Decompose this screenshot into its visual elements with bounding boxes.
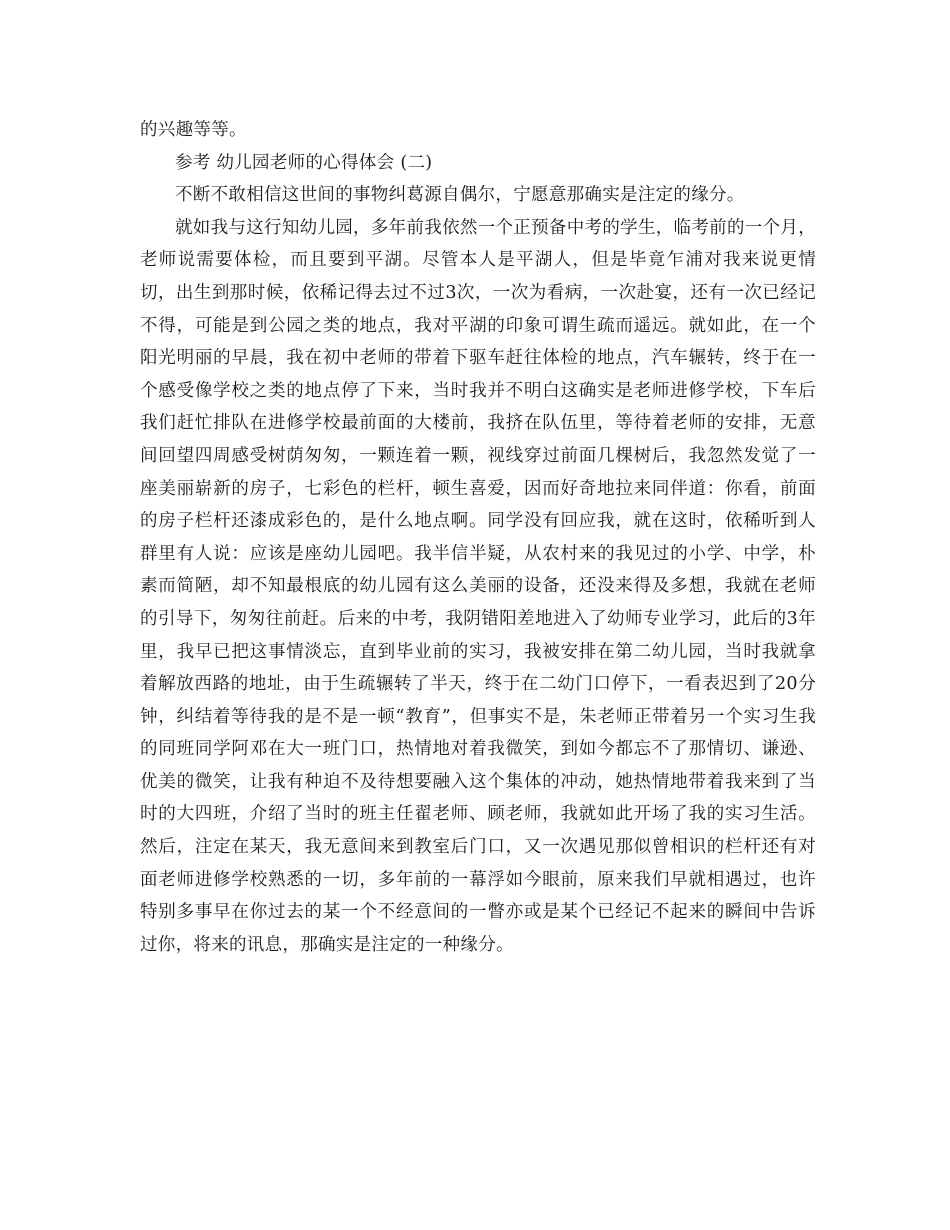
paragraph-intro: 不断不敢相信这世间的事物纠葛源自偶尔，宁愿意那确实是注定的缘分。 xyxy=(175,185,745,206)
body-text xyxy=(140,114,816,961)
paragraph-continuation: 的兴趣等等。 xyxy=(140,120,247,140)
section-heading: 参考 幼儿园老师的心得体会 (二) xyxy=(175,152,433,173)
paragraph-main: 就如我与这行知幼儿园，多年前我依然一个正预备中考的学生，临考前的一个月，老师说需要体检，而且要到平湖。尽管本人是平湖人，但是毕竟乍浦对我来说更情切，出生到那时候，依稀记得去过不过3次，一次为看病，一次赴宴，还有一次已经记不得，可能是到公园之类的地点，我对平湖的印象可谓生疏而遥远。就如此，在一个阳光明丽的早晨，我在初中老师的带着下驱车赶往体检的地点，汽车辗转，终于在一个感受像学校之类的地点停了下来，当时我并不明白这确实是老师进修学校，下车后我们赶忙排队在进修学校最前面的大楼前，我挤在队伍里，等待着老师的安排，无意间回望四周感受树荫匆匆，一颗连着一颗，视线穿过前面几棵树后，我忽然发觉了一座美丽崭新的房子，七彩色的栏杆，顿生喜爱，因而好奇地拉来同伴道：你看，前面的房子栏杆还漆成彩色的，是什么地点啊。同学没有回应我，就在这时，依稀听到人群里有人说：应该是座幼儿园吧。我半信半疑，从农村来的我见过的小学、中学，朴素而简陋，却不知最根底的幼儿园有这么美丽的设备，还没来得及多想，我就在老师的引导下，匆匆往前赶。后来的中考，我阴错阳差地进入了幼师专业学习，此后的3年里，我早已把这事情淡忘，直到毕业前的实习，我被安排在第二幼儿园，当时我就拿着解放西路的地址，由于生疏辗转了半天，终于在二幼门口停下，一看表迟到了20分钟，纠结着等待我的是不是一顿“教育”，但事实不是，朱老师正带着另一个实习生我的同班同学阿邓在大一班门口，热情地对着我微笑，到如今都忘不了那情切、谦逊、优美的微笑，让我有种迫不及待想要融入这个集体的冲动，她热情地带着我来到了当时的大四班，介绍了当时的班主任翟老师、顾老师，我就如此开场了我的实习生活。然后，注定在某天，我无意间来到教室后门口，又一次遇见那似曾相识的栏杆还有对面老师进修学校熟悉的一切，多年前的一幕浮如今眼前，原来我们早就相遇过，也许特别多事早在你过去的某一个不经意间的一瞥亦或是某个已经记不起来的瞬间中告诉过你，将来的讯息，那确实是注定的一种缘分。 xyxy=(140,217,816,955)
